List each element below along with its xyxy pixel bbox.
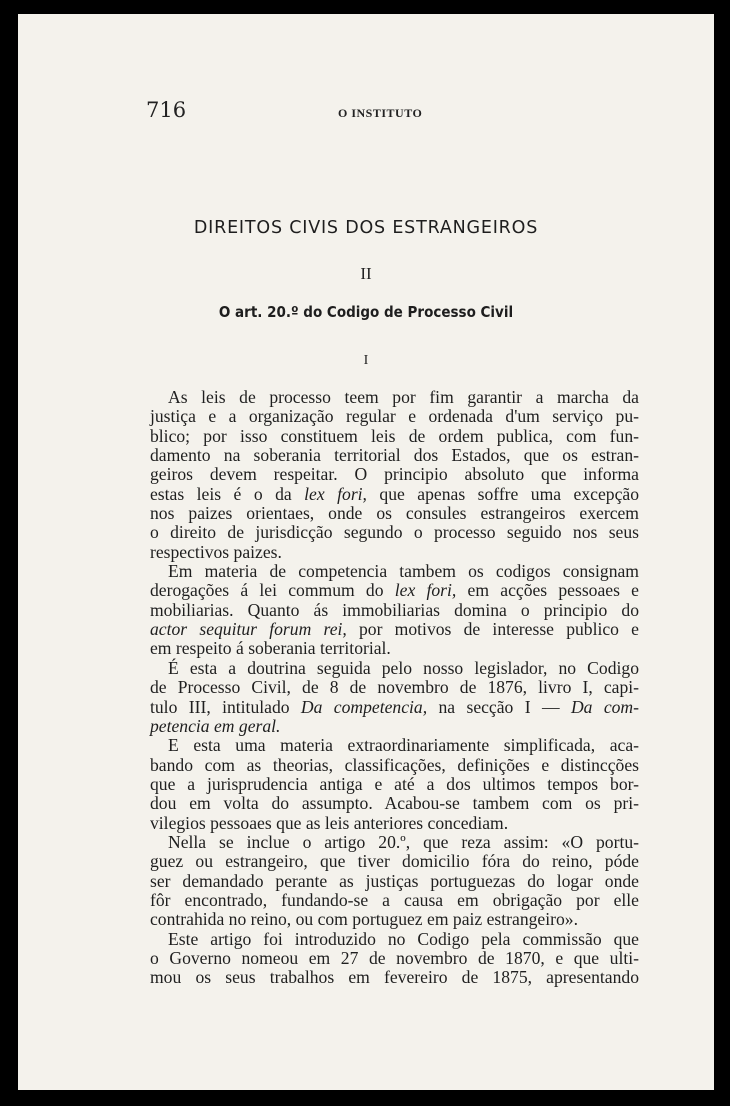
text-line bbox=[150, 465, 639, 484]
text-segment: de Processo Civil, de 8 de novembro de 1876, livro I, capi- bbox=[150, 677, 639, 698]
text-segment: nos paizes orientaes, onde os consules estrangeiros exercem bbox=[150, 503, 639, 524]
text-segment: As leis de processo teem por fim garantir a marcha da bbox=[168, 387, 639, 407]
text-line bbox=[150, 852, 639, 871]
text-line bbox=[150, 717, 639, 736]
text-line bbox=[150, 698, 639, 717]
text-line bbox=[150, 910, 639, 929]
text-line bbox=[150, 949, 639, 968]
text-segment: respectivos paizes. bbox=[150, 541, 282, 562]
text-segment: que a jurisprudencia antiga e até a dos ultimos tempos bor- bbox=[150, 773, 639, 794]
italic-segment: Da competencia, bbox=[300, 696, 428, 717]
text-line bbox=[150, 543, 639, 562]
italic-segment: lex fori, bbox=[304, 483, 367, 504]
text-segment: E esta uma materia extraordinariamente simplificada, aca- bbox=[168, 735, 639, 756]
text-segment: em respeito á soberania territorial. bbox=[150, 638, 391, 659]
text-segment: ser demandado perante as justiças portuguezas do logar onde bbox=[150, 870, 639, 891]
text-segment: geiros devem respeitar. O principio absoluto que informa bbox=[150, 464, 639, 485]
section-subtitle: O art. 20.º do Codigo de Processo Civil bbox=[218, 303, 514, 321]
running-title: O INSTITUTO bbox=[338, 106, 423, 120]
text-segment: na secção I — bbox=[427, 696, 571, 717]
text-segment: que apenas soffre uma excepção bbox=[366, 483, 639, 504]
text-segment: É esta a doutrina seguida pelo nosso legislador, no Codigo bbox=[168, 657, 639, 678]
text-line bbox=[150, 736, 639, 755]
page-header bbox=[146, 98, 586, 128]
text-segment: blico; por isso constituem leis de ordem publica, com fun- bbox=[150, 425, 639, 446]
body-text bbox=[150, 388, 639, 988]
text-segment: damento na soberania territorial dos Estados, que os estran- bbox=[150, 445, 639, 466]
text-line bbox=[150, 504, 639, 523]
text-segment: por motivos de interesse publico e bbox=[346, 619, 639, 640]
text-segment: derogações á lei commum do bbox=[150, 580, 395, 601]
text-segment: o Governo nomeou em 27 de novembro de 1870, e que ulti- bbox=[150, 947, 639, 968]
text-segment: Em materia de competencia tambem os codigos consignam bbox=[168, 561, 639, 582]
text-line bbox=[150, 968, 639, 987]
text-line bbox=[150, 601, 639, 620]
text-segment: o direito de jurisdicção segundo o processo seguido nos seus bbox=[150, 522, 639, 543]
text-segment: mou os seus trabalhos em fevereiro de 1875, apresentando bbox=[150, 967, 639, 988]
text-line bbox=[150, 407, 639, 426]
italic-segment: petencia em geral. bbox=[150, 715, 281, 736]
text-line bbox=[150, 756, 639, 775]
text-line bbox=[150, 523, 639, 542]
text-segment: contrahida no reino, ou com portuguez em paiz estrangeiro». bbox=[150, 909, 578, 930]
text-line bbox=[150, 446, 639, 465]
text-line bbox=[150, 930, 639, 949]
text-line bbox=[150, 891, 639, 910]
text-line bbox=[150, 581, 639, 600]
text-segment: tulo III, intitulado bbox=[150, 696, 301, 717]
text-segment: mobiliarias. Quanto ás immobiliarias domina o principio do bbox=[150, 599, 639, 620]
text-line bbox=[150, 639, 639, 658]
page-number: 716 bbox=[146, 98, 187, 122]
text-segment: Nella se inclue o artigo 20.º, que reza assim: «O portu- bbox=[168, 831, 639, 852]
italic-segment: lex fori, bbox=[394, 580, 457, 601]
text-line bbox=[150, 814, 639, 833]
text-segment: dou em volta do assumpto. Acabou-se tambem com os pri- bbox=[150, 793, 639, 814]
text-segment: vilegios pessoaes que as leis anteriores concediam. bbox=[150, 812, 509, 833]
text-segment: Este artigo foi introduzido no Codigo pela commissão que bbox=[168, 928, 639, 949]
italic-segment: Da com- bbox=[570, 696, 639, 717]
text-line bbox=[150, 620, 639, 639]
text-segment: justiça e a organização regular e ordenada d'um serviço pu- bbox=[150, 406, 639, 427]
text-line bbox=[150, 833, 639, 852]
text-segment: em acções pessoaes e bbox=[456, 580, 639, 601]
text-line bbox=[150, 485, 639, 504]
text-segment: estas leis é o da bbox=[150, 483, 305, 504]
section-number: II bbox=[360, 264, 372, 283]
chapter-title: DIREITOS CIVIS DOS ESTRANGEIROS bbox=[193, 218, 539, 238]
book-page bbox=[18, 14, 714, 1090]
italic-segment: actor sequitur forum rei, bbox=[150, 619, 347, 640]
text-line bbox=[150, 794, 639, 813]
text-line bbox=[150, 872, 639, 891]
text-line bbox=[150, 659, 639, 678]
text-line bbox=[150, 427, 639, 446]
text-segment: guez ou estrangeiro, que tiver domicilio fóra do reino, póde bbox=[150, 851, 639, 872]
subsection-number: I bbox=[363, 353, 369, 368]
text-segment: fôr encontrado, fundando-se a causa em obrigação por elle bbox=[150, 889, 639, 910]
text-line bbox=[150, 562, 639, 581]
text-segment: bando com as theorias, classificações, definições e distincções bbox=[150, 754, 639, 775]
text-line bbox=[150, 775, 639, 794]
text-line bbox=[150, 678, 639, 697]
text-line bbox=[150, 388, 639, 407]
